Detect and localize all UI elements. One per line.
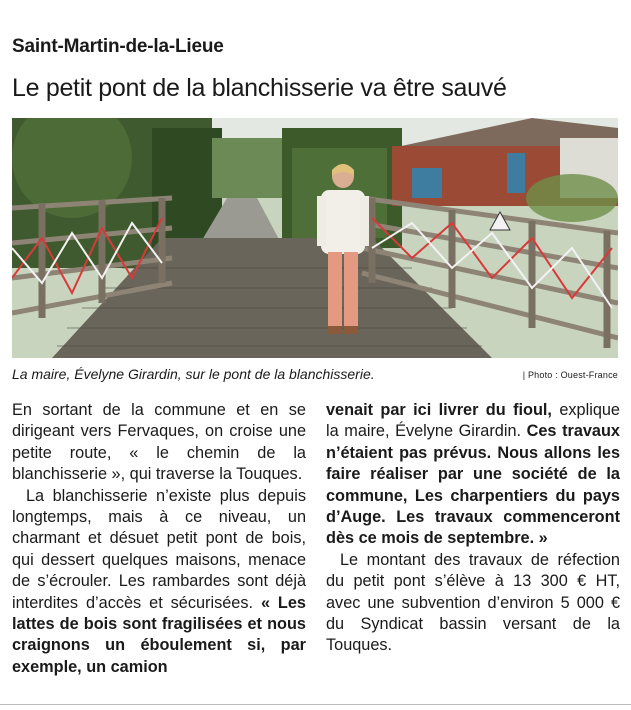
paragraph-text: explique la maire, Évelyne Girardin. <box>326 401 620 441</box>
bottom-rule <box>0 704 631 705</box>
article-column-right <box>326 400 620 657</box>
quote-text: « Les lattes de bois sont fragilisées et nous craignons un éboulement si, par exemple, un camion <box>12 593 306 676</box>
paragraph: En sortant de la commune et en se dirigeant vers Fervaques, on croise une petite route, « le chemin de la blanchisserie », qui traverse la Touques. <box>12 401 306 484</box>
paragraph <box>326 400 620 550</box>
paragraph <box>12 486 306 679</box>
photo-caption: La maire, Évelyne Girardin, sur le pont de la blanchisserie. <box>12 366 375 382</box>
quote-text: Ces travaux n’étaient pas prévus. Nous allons les faire réaliser par une société de la commune, Les charpentiers du pays d’Auge. Les travaux commenceront dès ce mois de septembre. » <box>326 422 620 548</box>
article-kicker: Saint-Martin-de-la-Lieue <box>12 36 224 57</box>
paragraph: Le montant des travaux de réfection du petit pont s’élève à 13 300 € HT, avec une subvention d’environ 5 000 € du Syndicat bassin versant de la Touques. <box>326 550 620 655</box>
paragraph-text: La blanchisserie n’existe plus depuis longtemps, mais à ce niveau, un charmant et désuet petit pont de bois, qui dessert quelques maisons, menace de s’écrouler. Les rambardes sont déjà interdites d’accès et sécurisées. <box>12 486 306 612</box>
quote-text: venait par ici livrer du fioul, <box>326 401 552 419</box>
article-photo <box>12 118 618 358</box>
article-headline: Le petit pont de la blanchisserie va être sauvé <box>12 74 507 102</box>
photo-credit: | Photo : Ouest-France <box>522 370 618 380</box>
article-column-left <box>12 400 306 678</box>
